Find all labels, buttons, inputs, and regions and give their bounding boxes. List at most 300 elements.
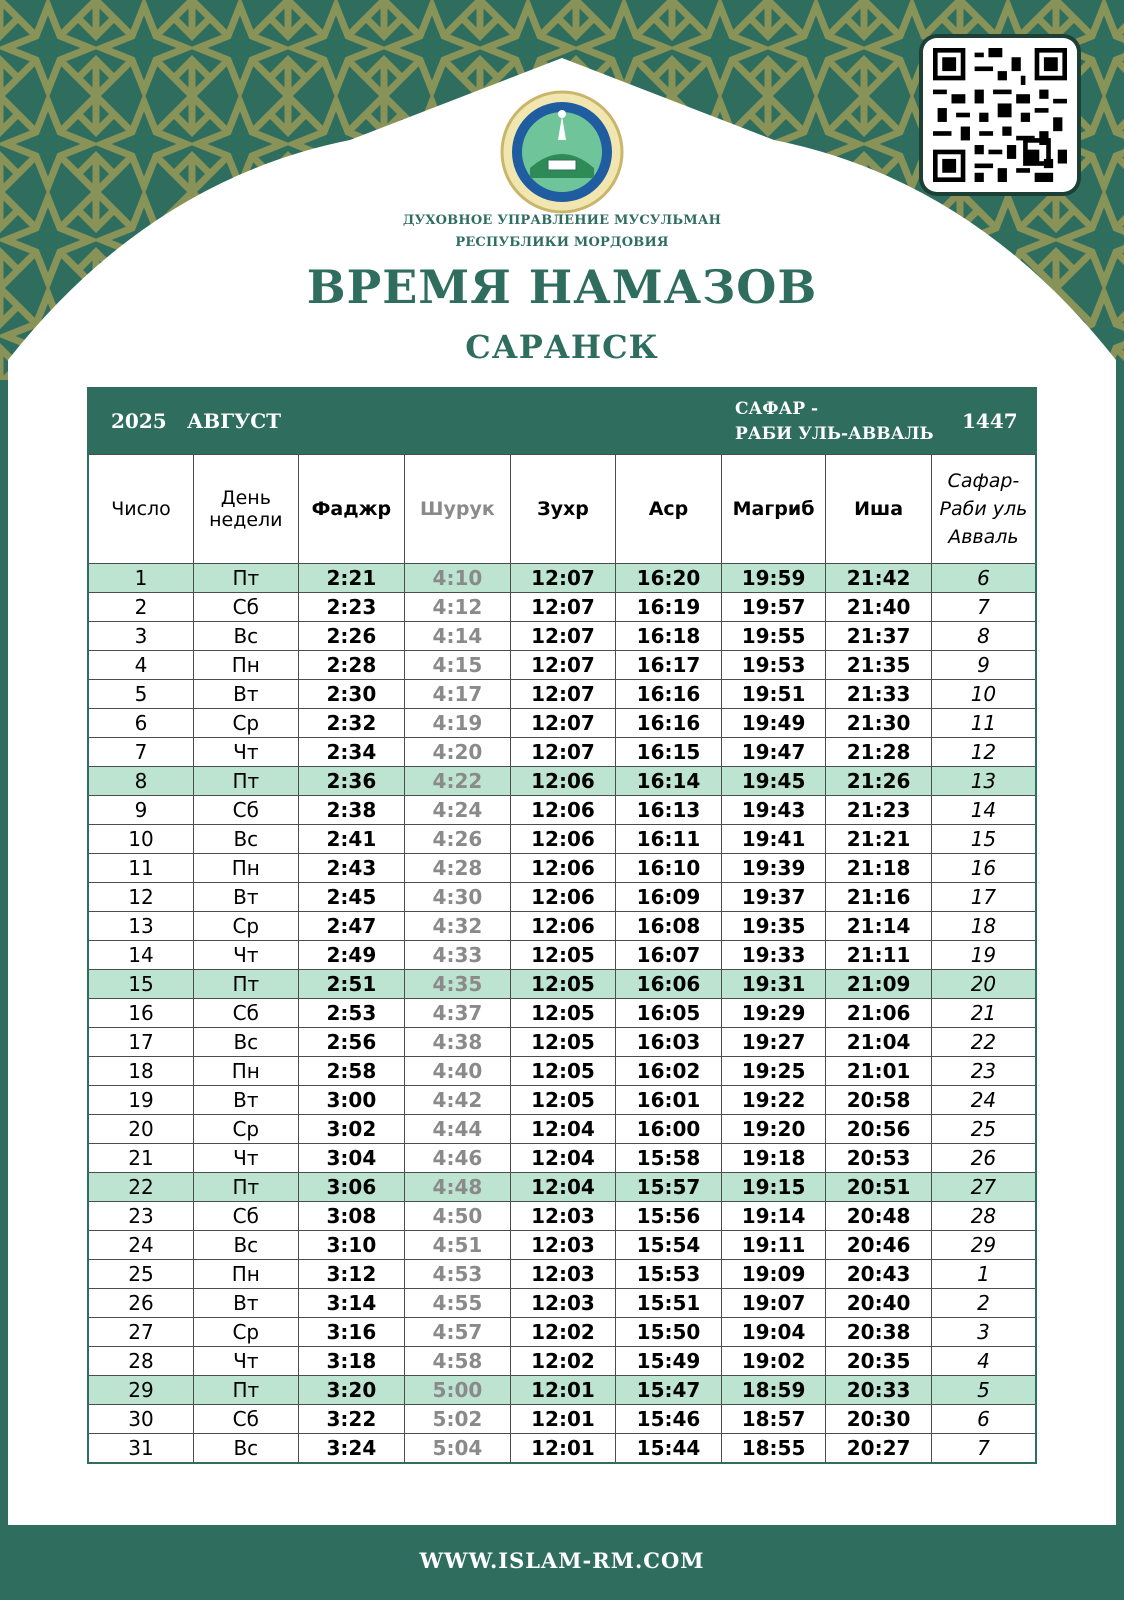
cell-isha: 21:01 — [826, 1057, 932, 1086]
cell-weekday: Чт — [194, 738, 299, 767]
cell-isha: 21:16 — [826, 883, 932, 912]
cell-fajr: 2:34 — [298, 738, 405, 767]
cell-hijri-day: 16 — [931, 854, 1036, 883]
cell-shuruk: 4:40 — [405, 1057, 511, 1086]
cell-shuruk: 4:38 — [405, 1028, 511, 1057]
cell-day: 16 — [88, 999, 194, 1028]
cell-zuhr: 12:03 — [510, 1289, 616, 1318]
cell-hijri-day: 26 — [931, 1144, 1036, 1173]
website-link[interactable]: WWW.ISLAM-RM.COM — [419, 1548, 705, 1573]
table-row — [88, 709, 1036, 738]
col-header-hijri-line2: Раби уль — [939, 498, 1028, 520]
cell-maghrib: 19:15 — [721, 1173, 826, 1202]
cell-weekday: Вс — [194, 1434, 299, 1464]
cell-maghrib: 19:51 — [721, 680, 826, 709]
cell-asr: 15:54 — [616, 1231, 722, 1260]
col-header-shuruk: Шурук — [405, 455, 511, 564]
cell-day: 4 — [88, 651, 194, 680]
hijri-months-line1: САФАР - — [735, 399, 819, 419]
table-row — [88, 1086, 1036, 1115]
cell-hijri-day: 23 — [931, 1057, 1036, 1086]
cell-isha: 21:37 — [826, 622, 932, 651]
cell-weekday: Вс — [194, 622, 299, 651]
cell-weekday: Ср — [194, 912, 299, 941]
cell-asr: 15:50 — [616, 1318, 722, 1347]
cell-maghrib: 19:18 — [721, 1144, 826, 1173]
cell-weekday: Сб — [194, 796, 299, 825]
cell-hijri-day: 6 — [931, 1405, 1036, 1434]
cell-hijri-day: 20 — [931, 970, 1036, 999]
cell-asr: 15:46 — [616, 1405, 722, 1434]
table-row — [88, 651, 1036, 680]
cell-shuruk: 4:46 — [405, 1144, 511, 1173]
cell-shuruk: 4:58 — [405, 1347, 511, 1376]
cell-zuhr: 12:03 — [510, 1202, 616, 1231]
cell-fajr: 3:12 — [298, 1260, 405, 1289]
cell-maghrib: 19:55 — [721, 622, 826, 651]
prayer-times-table — [87, 387, 1037, 1464]
cell-day: 28 — [88, 1347, 194, 1376]
cell-shuruk: 4:19 — [405, 709, 511, 738]
cell-weekday: Пт — [194, 1173, 299, 1202]
cell-weekday: Ср — [194, 1115, 299, 1144]
cell-hijri-day: 3 — [931, 1318, 1036, 1347]
cell-fajr: 3:10 — [298, 1231, 405, 1260]
table-row — [88, 738, 1036, 767]
col-header-isha: Иша — [826, 455, 932, 564]
cell-shuruk: 4:22 — [405, 767, 511, 796]
cell-day: 12 — [88, 883, 194, 912]
cell-asr: 16:16 — [616, 680, 722, 709]
table-row — [88, 680, 1036, 709]
cell-maghrib: 19:57 — [721, 593, 826, 622]
cell-asr: 16:17 — [616, 651, 722, 680]
cell-asr: 16:09 — [616, 883, 722, 912]
cell-shuruk: 4:55 — [405, 1289, 511, 1318]
cell-weekday: Пн — [194, 651, 299, 680]
cell-hijri-day: 13 — [931, 767, 1036, 796]
cell-day: 7 — [88, 738, 194, 767]
table-row — [88, 1231, 1036, 1260]
cell-fajr: 2:47 — [298, 912, 405, 941]
col-header-fajr: Фаджр — [298, 455, 405, 564]
cell-isha: 21:09 — [826, 970, 932, 999]
cell-hijri-day: 17 — [931, 883, 1036, 912]
cell-isha: 20:53 — [826, 1144, 932, 1173]
cell-zuhr: 12:06 — [510, 767, 616, 796]
hijri-year-label: 1447 — [962, 409, 1018, 433]
page-title: ВРЕМЯ НАМАЗОВ — [306, 260, 818, 314]
cell-asr: 16:03 — [616, 1028, 722, 1057]
cell-day: 18 — [88, 1057, 194, 1086]
year-label: 2025 — [111, 409, 167, 433]
cell-fajr: 3:02 — [298, 1115, 405, 1144]
cell-weekday: Ср — [194, 1318, 299, 1347]
cell-weekday: Чт — [194, 1347, 299, 1376]
col-header-zuhr: Зухр — [510, 455, 616, 564]
cell-fajr: 2:49 — [298, 941, 405, 970]
cell-fajr: 3:16 — [298, 1318, 405, 1347]
cell-hijri-day: 2 — [931, 1289, 1036, 1318]
cell-shuruk: 4:53 — [405, 1260, 511, 1289]
cell-weekday: Вс — [194, 1231, 299, 1260]
cell-zuhr: 12:05 — [510, 999, 616, 1028]
table-row — [88, 1434, 1036, 1464]
cell-day: 9 — [88, 796, 194, 825]
cell-asr: 15:44 — [616, 1434, 722, 1464]
cell-asr: 16:16 — [616, 709, 722, 738]
cell-isha: 21:06 — [826, 999, 932, 1028]
column-header-row — [88, 455, 1036, 564]
cell-day: 23 — [88, 1202, 194, 1231]
cell-hijri-day: 9 — [931, 651, 1036, 680]
cell-day: 15 — [88, 970, 194, 999]
cell-isha: 20:27 — [826, 1434, 932, 1464]
cell-maghrib: 19:29 — [721, 999, 826, 1028]
cell-fajr: 3:18 — [298, 1347, 405, 1376]
cell-isha: 21:23 — [826, 796, 932, 825]
organization-name-line1: ДУХОВНОЕ УПРАВЛЕНИЕ МУСУЛЬМАН — [402, 213, 722, 228]
cell-weekday: Пт — [194, 970, 299, 999]
cell-shuruk: 4:57 — [405, 1318, 511, 1347]
cell-shuruk: 4:50 — [405, 1202, 511, 1231]
table-row — [88, 1260, 1036, 1289]
cell-asr: 16:05 — [616, 999, 722, 1028]
cell-fajr: 3:24 — [298, 1434, 405, 1464]
table-row — [88, 593, 1036, 622]
cell-maghrib: 19:22 — [721, 1086, 826, 1115]
cell-weekday: Вс — [194, 825, 299, 854]
col-header-day: Число — [88, 455, 194, 564]
cell-day: 26 — [88, 1289, 194, 1318]
cell-maghrib: 19:07 — [721, 1289, 826, 1318]
cell-asr: 15:56 — [616, 1202, 722, 1231]
cell-day: 29 — [88, 1376, 194, 1405]
cell-hijri-day: 27 — [931, 1173, 1036, 1202]
table-row — [88, 1318, 1036, 1347]
cell-hijri-day: 29 — [931, 1231, 1036, 1260]
cell-asr: 16:18 — [616, 622, 722, 651]
col-header-hijri-line3: Авваль — [948, 526, 1019, 548]
cell-fajr: 2:51 — [298, 970, 405, 999]
cell-shuruk: 4:32 — [405, 912, 511, 941]
cell-asr: 16:19 — [616, 593, 722, 622]
cell-hijri-day: 4 — [931, 1347, 1036, 1376]
cell-fajr: 2:23 — [298, 593, 405, 622]
cell-weekday: Чт — [194, 941, 299, 970]
cell-isha: 21:42 — [826, 564, 932, 593]
cell-maghrib: 19:49 — [721, 709, 826, 738]
table-row — [88, 912, 1036, 941]
table-row-friday — [88, 1173, 1036, 1202]
cell-zuhr: 12:05 — [510, 1028, 616, 1057]
cell-day: 5 — [88, 680, 194, 709]
cell-day: 6 — [88, 709, 194, 738]
cell-hijri-day: 12 — [931, 738, 1036, 767]
cell-asr: 15:57 — [616, 1173, 722, 1202]
table-row — [88, 796, 1036, 825]
cell-weekday: Вт — [194, 1289, 299, 1318]
cell-isha: 21:21 — [826, 825, 932, 854]
col-header-asr: Аср — [616, 455, 722, 564]
cell-fajr: 2:45 — [298, 883, 405, 912]
cell-isha: 21:30 — [826, 709, 932, 738]
cell-fajr: 2:53 — [298, 999, 405, 1028]
cell-isha: 21:33 — [826, 680, 932, 709]
cell-isha: 21:28 — [826, 738, 932, 767]
cell-maghrib: 19:25 — [721, 1057, 826, 1086]
cell-zuhr: 12:06 — [510, 912, 616, 941]
cell-maghrib: 19:27 — [721, 1028, 826, 1057]
cell-zuhr: 12:03 — [510, 1260, 616, 1289]
cell-weekday: Пт — [194, 767, 299, 796]
cell-zuhr: 12:02 — [510, 1318, 616, 1347]
cell-shuruk: 4:35 — [405, 970, 511, 999]
cell-day: 17 — [88, 1028, 194, 1057]
cell-zuhr: 12:06 — [510, 825, 616, 854]
cell-shuruk: 4:33 — [405, 941, 511, 970]
cell-fajr: 2:36 — [298, 767, 405, 796]
cell-maghrib: 19:35 — [721, 912, 826, 941]
table-row — [88, 854, 1036, 883]
cell-asr: 16:14 — [616, 767, 722, 796]
cell-hijri-day: 28 — [931, 1202, 1036, 1231]
cell-asr: 16:07 — [616, 941, 722, 970]
cell-isha: 21:14 — [826, 912, 932, 941]
table-row — [88, 825, 1036, 854]
table-row — [88, 1144, 1036, 1173]
cell-asr: 16:02 — [616, 1057, 722, 1086]
cell-maghrib: 19:31 — [721, 970, 826, 999]
cell-zuhr: 12:01 — [510, 1405, 616, 1434]
cell-asr: 15:58 — [616, 1144, 722, 1173]
city-name: САРАНСК — [465, 328, 659, 366]
cell-day: 11 — [88, 854, 194, 883]
cell-isha: 20:46 — [826, 1231, 932, 1260]
cell-zuhr: 12:05 — [510, 970, 616, 999]
cell-zuhr: 12:05 — [510, 1086, 616, 1115]
cell-asr: 15:49 — [616, 1347, 722, 1376]
cell-shuruk: 4:17 — [405, 680, 511, 709]
cell-maghrib: 19:53 — [721, 651, 826, 680]
cell-weekday: Вт — [194, 680, 299, 709]
cell-asr: 16:15 — [616, 738, 722, 767]
cell-fajr: 2:58 — [298, 1057, 405, 1086]
cell-day: 13 — [88, 912, 194, 941]
qr-code-icon — [933, 48, 1067, 182]
cell-zuhr: 12:04 — [510, 1115, 616, 1144]
cell-day: 20 — [88, 1115, 194, 1144]
cell-day: 27 — [88, 1318, 194, 1347]
cell-isha: 21:40 — [826, 593, 932, 622]
cell-hijri-day: 7 — [931, 593, 1036, 622]
cell-asr: 16:06 — [616, 970, 722, 999]
cell-weekday: Пн — [194, 854, 299, 883]
cell-weekday: Пн — [194, 1260, 299, 1289]
cell-weekday: Сб — [194, 593, 299, 622]
cell-maghrib: 19:33 — [721, 941, 826, 970]
cell-isha: 21:35 — [826, 651, 932, 680]
col-header-weekday — [194, 455, 299, 564]
table-row-friday — [88, 970, 1036, 999]
cell-day: 14 — [88, 941, 194, 970]
cell-fajr: 2:26 — [298, 622, 405, 651]
cell-hijri-day: 7 — [931, 1434, 1036, 1464]
hijri-months-label — [735, 397, 934, 447]
cell-fajr: 2:38 — [298, 796, 405, 825]
cell-shuruk: 4:44 — [405, 1115, 511, 1144]
cell-weekday: Чт — [194, 1144, 299, 1173]
qr-code — [923, 38, 1077, 192]
cell-isha: 20:33 — [826, 1376, 932, 1405]
cell-isha: 20:38 — [826, 1318, 932, 1347]
cell-day: 2 — [88, 593, 194, 622]
cell-day: 30 — [88, 1405, 194, 1434]
cell-maghrib: 19:11 — [721, 1231, 826, 1260]
cell-zuhr: 12:07 — [510, 651, 616, 680]
cell-fajr: 3:04 — [298, 1144, 405, 1173]
col-header-weekday-line1: День — [220, 487, 271, 509]
table-row — [88, 1202, 1036, 1231]
cell-weekday: Вс — [194, 1028, 299, 1057]
month-label: АВГУСТ — [187, 409, 282, 433]
cell-fajr: 2:56 — [298, 1028, 405, 1057]
cell-fajr: 3:20 — [298, 1376, 405, 1405]
cell-hijri-day: 5 — [931, 1376, 1036, 1405]
cell-isha: 21:18 — [826, 854, 932, 883]
cell-zuhr: 12:07 — [510, 593, 616, 622]
cell-asr: 16:13 — [616, 796, 722, 825]
table-row — [88, 1347, 1036, 1376]
cell-asr: 15:53 — [616, 1260, 722, 1289]
cell-asr: 15:47 — [616, 1376, 722, 1405]
cell-hijri-day: 24 — [931, 1086, 1036, 1115]
table-row-friday — [88, 1376, 1036, 1405]
cell-isha: 21:04 — [826, 1028, 932, 1057]
cell-fajr: 3:08 — [298, 1202, 405, 1231]
cell-weekday: Вт — [194, 883, 299, 912]
cell-hijri-day: 6 — [931, 564, 1036, 593]
cell-fajr: 3:00 — [298, 1086, 405, 1115]
table-header-bar — [87, 387, 1037, 454]
cell-day: 24 — [88, 1231, 194, 1260]
cell-maghrib: 19:20 — [721, 1115, 826, 1144]
cell-maghrib: 18:55 — [721, 1434, 826, 1464]
col-header-weekday-line2: недели — [209, 509, 283, 531]
cell-weekday: Сб — [194, 1202, 299, 1231]
cell-zuhr: 12:06 — [510, 883, 616, 912]
cell-maghrib: 19:59 — [721, 564, 826, 593]
cell-day: 1 — [88, 564, 194, 593]
cell-maghrib: 19:39 — [721, 854, 826, 883]
cell-asr: 16:20 — [616, 564, 722, 593]
cell-day: 21 — [88, 1144, 194, 1173]
cell-day: 3 — [88, 622, 194, 651]
cell-shuruk: 4:15 — [405, 651, 511, 680]
cell-asr: 16:08 — [616, 912, 722, 941]
cell-weekday: Сб — [194, 999, 299, 1028]
cell-isha: 20:51 — [826, 1173, 932, 1202]
cell-maghrib: 19:09 — [721, 1260, 826, 1289]
cell-shuruk: 4:26 — [405, 825, 511, 854]
hijri-months-line2: РАБИ УЛЬ-АВВАЛЬ — [735, 424, 934, 444]
table-row — [88, 941, 1036, 970]
cell-shuruk: 4:24 — [405, 796, 511, 825]
cell-asr: 16:10 — [616, 854, 722, 883]
cell-hijri-day: 21 — [931, 999, 1036, 1028]
cell-hijri-day: 11 — [931, 709, 1036, 738]
cell-day: 8 — [88, 767, 194, 796]
cell-shuruk: 5:00 — [405, 1376, 511, 1405]
cell-asr: 16:01 — [616, 1086, 722, 1115]
cell-zuhr: 12:05 — [510, 1057, 616, 1086]
cell-hijri-day: 25 — [931, 1115, 1036, 1144]
cell-zuhr: 12:03 — [510, 1231, 616, 1260]
cell-weekday: Ср — [194, 709, 299, 738]
cell-shuruk: 4:10 — [405, 564, 511, 593]
cell-shuruk: 4:30 — [405, 883, 511, 912]
cell-isha: 20:43 — [826, 1260, 932, 1289]
cell-hijri-day: 10 — [931, 680, 1036, 709]
cell-maghrib: 18:59 — [721, 1376, 826, 1405]
cell-maghrib: 19:41 — [721, 825, 826, 854]
cell-isha: 20:48 — [826, 1202, 932, 1231]
cell-shuruk: 5:04 — [405, 1434, 511, 1464]
cell-hijri-day: 22 — [931, 1028, 1036, 1057]
cell-shuruk: 5:02 — [405, 1405, 511, 1434]
cell-shuruk: 4:12 — [405, 593, 511, 622]
cell-maghrib: 19:43 — [721, 796, 826, 825]
cell-zuhr: 12:07 — [510, 564, 616, 593]
cell-fajr: 2:30 — [298, 680, 405, 709]
cell-isha: 20:35 — [826, 1347, 932, 1376]
cell-fajr: 2:28 — [298, 651, 405, 680]
cell-zuhr: 12:06 — [510, 854, 616, 883]
table-row — [88, 1289, 1036, 1318]
cell-hijri-day: 8 — [931, 622, 1036, 651]
cell-zuhr: 12:01 — [510, 1376, 616, 1405]
table-row — [88, 1028, 1036, 1057]
cell-zuhr: 12:04 — [510, 1144, 616, 1173]
cell-zuhr: 12:06 — [510, 796, 616, 825]
table-row — [88, 622, 1036, 651]
cell-maghrib: 19:02 — [721, 1347, 826, 1376]
table-row — [88, 1405, 1036, 1434]
cell-hijri-day: 14 — [931, 796, 1036, 825]
cell-zuhr: 12:02 — [510, 1347, 616, 1376]
cell-shuruk: 4:48 — [405, 1173, 511, 1202]
cell-fajr: 2:32 — [298, 709, 405, 738]
table-row — [88, 883, 1036, 912]
cell-shuruk: 4:37 — [405, 999, 511, 1028]
cell-isha: 21:26 — [826, 767, 932, 796]
cell-fajr: 3:22 — [298, 1405, 405, 1434]
cell-day: 19 — [88, 1086, 194, 1115]
cell-hijri-day: 15 — [931, 825, 1036, 854]
cell-hijri-day: 19 — [931, 941, 1036, 970]
cell-shuruk: 4:42 — [405, 1086, 511, 1115]
cell-weekday: Пт — [194, 1376, 299, 1405]
cell-asr: 16:11 — [616, 825, 722, 854]
cell-weekday: Пт — [194, 564, 299, 593]
cell-zuhr: 12:04 — [510, 1173, 616, 1202]
cell-shuruk: 4:28 — [405, 854, 511, 883]
cell-maghrib: 19:14 — [721, 1202, 826, 1231]
table-row-friday — [88, 564, 1036, 593]
cell-fajr: 2:41 — [298, 825, 405, 854]
cell-weekday: Сб — [194, 1405, 299, 1434]
cell-isha: 20:40 — [826, 1289, 932, 1318]
